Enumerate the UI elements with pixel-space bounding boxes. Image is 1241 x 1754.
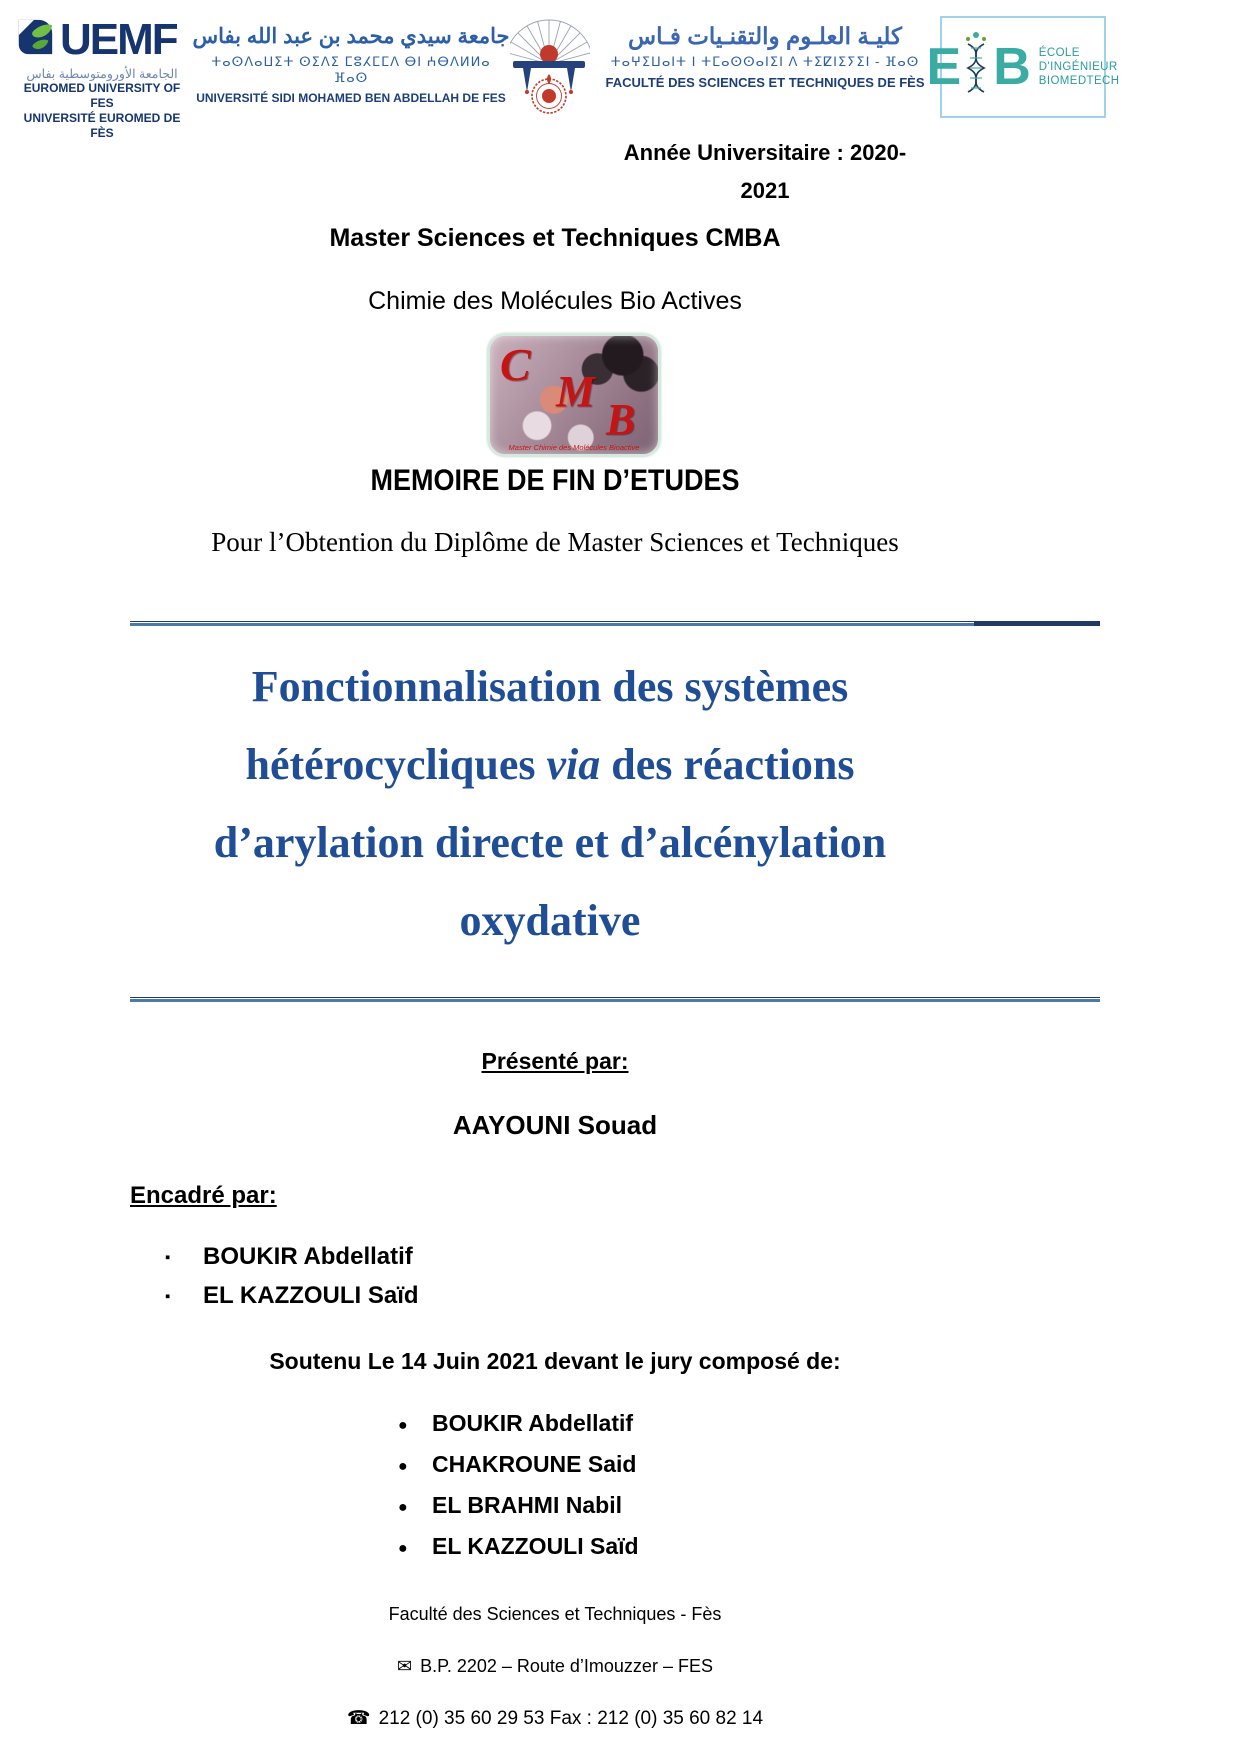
thesis-title-line1: Fonctionnalisation des systèmes (251, 662, 849, 711)
round-bullet-icon: ● (398, 1458, 408, 1475)
master-program: Master Sciences et Techniques CMBA (329, 224, 781, 252)
uemf-acronym: UEMF (60, 14, 177, 64)
thesis-title (120, 648, 980, 960)
round-bullet-icon: ● (398, 1499, 408, 1516)
academic-year-line1: Année Universitaire : 2020- (623, 140, 907, 165)
cmb-letter-c: C (500, 339, 531, 390)
footer-institution: Faculté des Sciences et Techniques - Fès (388, 1604, 722, 1624)
specialty: Chimie des Molécules Bio Actives (368, 287, 742, 315)
uemf-french-name: UNIVERSITÉ EUROMED DE FÈS (23, 111, 181, 140)
round-bullet-icon: ● (398, 1417, 408, 1434)
jury-member: ● EL KAZZOULI Saïd (398, 1527, 639, 1568)
academic-year-line2: 2021 (740, 178, 790, 203)
jury-member: ● CHAKROUNE Said (398, 1445, 639, 1486)
eib-letter-b: B (993, 38, 1029, 96)
usmba-tifinagh-name: ⵜⴰⵙⴷⴰⵡⵉⵜ ⵙⵉⴷⵉ ⵎⵓⵃⵎⵎⴷ ⴱⵏ ⵄⴱⴷⵍⵍⴰ ⴼⴰⵙ (211, 54, 491, 85)
square-bullet-icon: ▪ (165, 1249, 171, 1266)
uemf-english-name: EUROMED UNIVERSITY OF FES (23, 81, 181, 110)
round-bullet-icon: ● (398, 1540, 408, 1557)
eib-text-line3: BIOMEDTECH (1038, 75, 1120, 87)
eib-letter-e: E (926, 38, 960, 96)
footer-address: ✉ B.P. 2202 – Route d’Imouzzer – FES (397, 1656, 713, 1676)
thesis-title-line4: oxydative (459, 896, 641, 945)
cmb-letter-b: B (606, 395, 636, 444)
uemf-arabic-name: الجامعة الأورومتوسطية بفاس (26, 67, 178, 81)
uemf-logo (14, 16, 190, 141)
separator-rule-top (130, 621, 1100, 626)
supervisor-item: ▪ EL KAZZOULI Saïd (165, 1277, 419, 1316)
defense-statement: Soutenu Le 14 Juin 2021 devant le jury composé de: (269, 1348, 841, 1374)
memoire-heading: MEMOIRE DE FIN D’ETUDES (370, 464, 740, 497)
usmba-french-name: UNIVERSITÉ SIDI MOHAMED BEN ABDELLAH DE FES (196, 91, 506, 105)
footer-phone: ☎ 212 (0) 35 60 29 53 Fax : 212 (0) 35 60 82 14 (346, 1708, 764, 1729)
usmba-logo (192, 24, 510, 105)
jury-member: ● BOUKIR Abdellatif (398, 1404, 639, 1445)
jury-member: ● EL BRAHMI Nabil (398, 1486, 639, 1527)
uemf-leaf-icon (14, 16, 56, 63)
cmb-logo-caption: Master Chimie des Molécules Bioactive (508, 443, 640, 452)
presented-by-label: Présenté par: (481, 1048, 629, 1074)
fst-french-name: FACULTÉ DES SCIENCES ET TECHNIQUES DE FÈS (605, 75, 925, 90)
thesis-title-line2: hétérocycliques via des réactions (245, 740, 855, 789)
fst-tifinagh-name: ⵜⴰⵖⵉⵡⴰⵏⵜ ⵏ ⵜⵎⴰⵙⵙⴰⵏⵉⵏ ⴷ ⵜⵉⵇⵏⵉⵢⵉⵏ - ⴼⴰⵙ (610, 54, 920, 69)
supervisor-item: ▪ BOUKIR Abdellatif (165, 1238, 419, 1277)
envelope-icon: ✉ (397, 1656, 413, 1676)
memoire-subheading: Pour l’Obtention du Diplôme de Master Sciences et Techniques (211, 527, 899, 557)
fst-logo (596, 22, 934, 90)
phone-icon: ☎ (346, 1708, 371, 1729)
eib-text-line2: D'INGÉNIEUR (1038, 61, 1118, 73)
supervised-by-label: Encadré par: (130, 1182, 277, 1209)
eib-logo (926, 16, 1120, 118)
supervisor-list (165, 1238, 419, 1316)
square-bullet-icon: ▪ (165, 1288, 171, 1305)
usmba-arabic-name: جامعة سيدي محمد بن عبد الله بفاس (192, 25, 510, 48)
academic-year (545, 134, 985, 210)
thesis-title-via: via (546, 740, 601, 789)
cmb-letter-m: M (556, 367, 596, 416)
jury-list (398, 1404, 639, 1568)
cmb-master-logo (487, 333, 661, 457)
thesis-title-line3: d’arylation directe et d’alcénylation (213, 818, 887, 867)
eib-dna-icon (964, 32, 988, 103)
usmba-emblem-icon (510, 12, 590, 116)
eib-text-line1: ÉCOLE (1038, 47, 1080, 59)
fst-arabic-name: كليـة العلـوم والتقنـيات فـاس (628, 23, 902, 49)
author-name: AAYOUNI Souad (452, 1110, 658, 1140)
separator-rule-bottom (130, 997, 1100, 1002)
